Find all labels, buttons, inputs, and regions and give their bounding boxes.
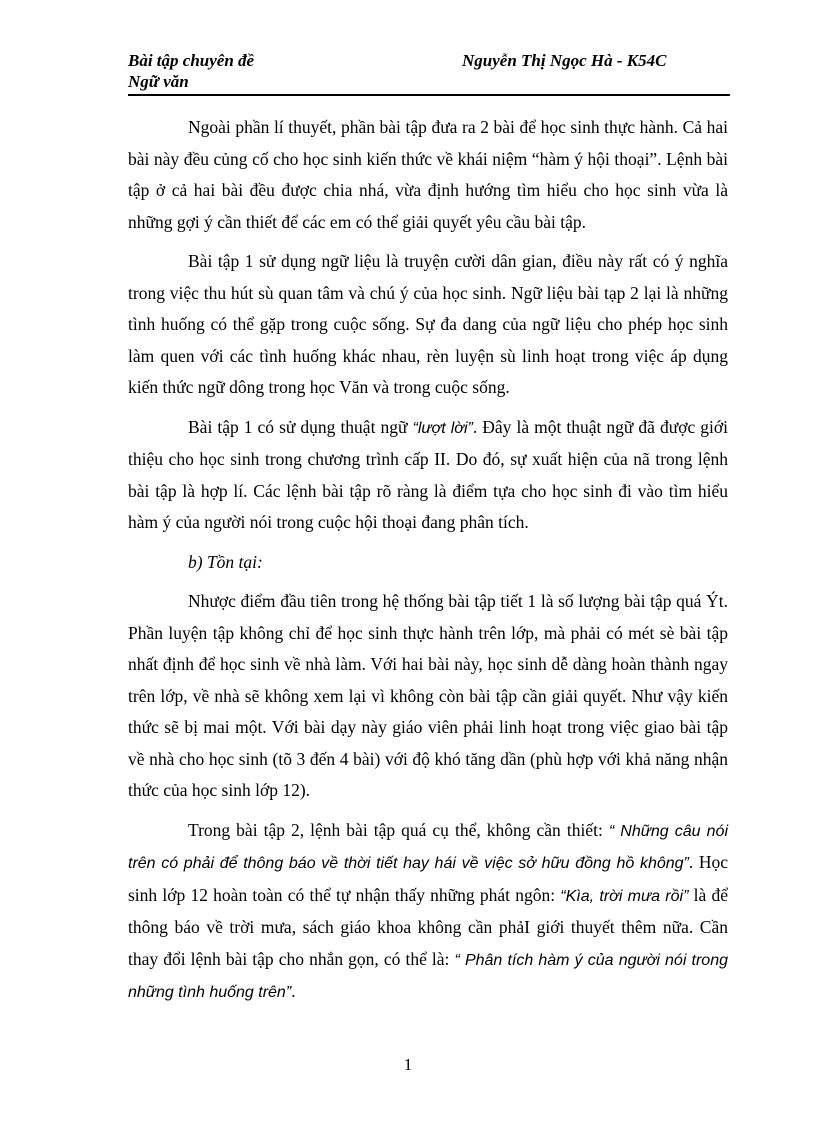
header-subject-line2: Ngữ văn: [128, 72, 189, 91]
header-subject: [128, 50, 328, 92]
paragraph-5: [128, 815, 728, 1009]
paragraph-3-text-b: . Đây là một thuật ngữ đã được giới thiệu cho học sinh trong chương trình cấp II. Do đó, sự xuất hiện của nã trong lệnh bài tập là hợp lí. Các lệnh bài tập rõ ràng là điểm tựa cho học sinh đi vào tìm hiểu hàm ý của người nói trong cuộc hội thoại đang phân tích.: [128, 416, 728, 532]
page-number: 1: [403, 1055, 413, 1074]
paragraph-1: Ngoài phần lí thuyết, phần bài tập đưa ra 2 bài để học sinh thực hành. Cả hai bài này đều củng cố cho học sinh kiến thức về khái niệm “hàm ý hội thoại”. Lệnh bài tập ở cả hai bài đều được chia nhá, vừa định hướng tìm hiểu cho học sinh vừa là những gợi ý cần thiết để các em có thể giải quyết yêu cầu bài tập.: [128, 117, 728, 232]
paragraph-5-text-c: là để thông báo về trời mưa, sách giáo khoa không cần phảI giới thuyết thêm nữa. Cần thay đổi lệnh bài tập cho nhắn gọn, có thể là:: [128, 884, 728, 969]
paragraph-5-text-d: .: [291, 981, 296, 1001]
subheading-ton-tai: b) Tồn tại:: [188, 551, 263, 572]
paragraph-5-quote-3: “ Phân tích hàm ý của người nói trong những tình huống trên”: [128, 951, 728, 1001]
paragraph-5-text-a: Trong bài tập 2, lệnh bài tập quá cụ thể, không cần thiết:: [188, 819, 609, 840]
header-author: Nguyễn Thị Ngọc Hà - K54C: [462, 51, 667, 70]
paragraph-2: Bài tập 1 sử dụng ngữ liệu là truyện cười dân gian, điều này rất có ý nghĩa trong việc thu hút sù quan tâm và chú ý của học sinh. Ngữ liệu bài tạp 2 lại là những tình huống có thể gặp trong cuộc sống. Sự đa dang của ngữ liệu cho phép học sinh làm quen với các tình huống khác nhau, rèn luyện sù linh hoạt trong việc áp dụng kiến thức ngữ dông trong học Văn và trong cuộc sống.: [128, 251, 728, 397]
document-body: [128, 112, 728, 1017]
paragraph-3-term: “lượt lời”: [412, 419, 473, 437]
header-divider: [128, 94, 730, 96]
paragraph-4: Nhược điểm đầu tiên trong hệ thống bài tập tiết 1 là số lượng bài tập quá Ýt. Phần luyện tập không chỉ để học sinh thực hành trên lớp, mà phải có mét sè bài tập nhất định để học sinh về nhà làm. Với hai bài này, học sinh dễ dàng hoàn thành ngay trên lớp, về nhà sẽ không xem lại vì không còn bài tập cần giải quyết. Như vậy kiến thức sẽ bị mai một. Với bài dạy này giáo viên phải linh hoạt trong việc giao bài tập về nhà cho học sinh (tõ 3 đến 4 bài) với độ khó tăng dần (phù hợp với khả năng nhận thức của học sinh lớp 12).: [128, 591, 728, 800]
paragraph-3: [128, 412, 728, 539]
header-subject-line1: Bài tập chuyên đề: [128, 51, 255, 70]
paragraph-5-quote-2: “Kìa, trời mưa rồi”: [560, 887, 689, 905]
paragraph-3-text-a: Bài tập 1 có sử dụng thuật ngữ: [188, 416, 413, 437]
paragraph-5-quote-1: “ Những câu nói trên có phải để thông báo về thời tiết hay hái về việc sở hữu đồng hồ không”: [128, 822, 729, 872]
paragraph-5-text-b: . Học sinh lớp 12 hoàn toàn có thể tự nhận thấy những phát ngôn:: [128, 852, 729, 905]
